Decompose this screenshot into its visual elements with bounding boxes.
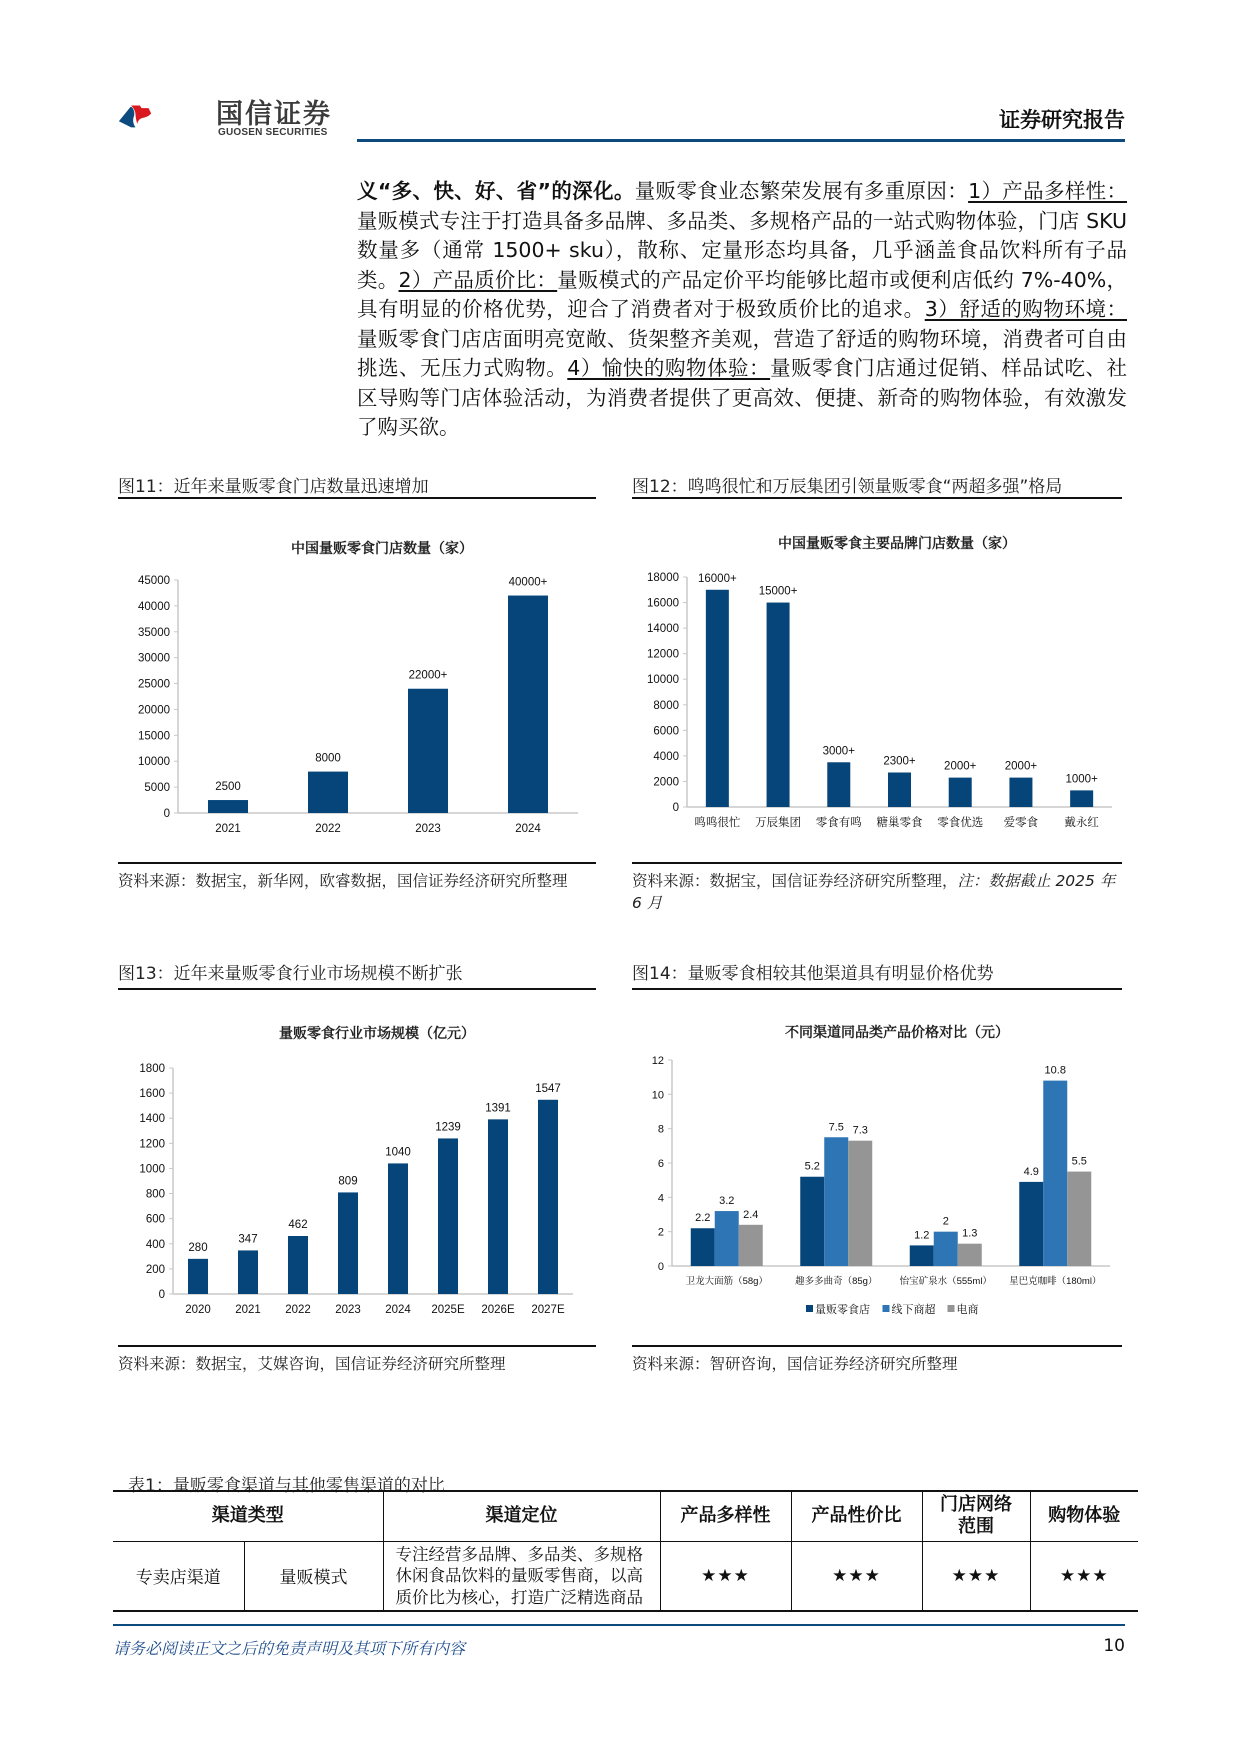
- cell-channel: 专卖店渠道: [113, 1541, 244, 1611]
- svg-text:2024: 2024: [385, 1304, 411, 1316]
- header-divider: [357, 139, 1125, 142]
- svg-text:35000: 35000: [138, 626, 170, 639]
- th-variety: 产品多样性: [660, 1491, 791, 1541]
- svg-text:4.9: 4.9: [1023, 1165, 1039, 1178]
- svg-text:14000: 14000: [647, 623, 679, 636]
- fig12-chart: [632, 560, 1122, 840]
- svg-text:15000: 15000: [138, 730, 170, 743]
- fig11-chart-title: 中国量贩零食门店数量（家）: [291, 541, 473, 557]
- svg-text:12: 12: [651, 1055, 664, 1067]
- fig12-bottom-rule: [632, 862, 1122, 864]
- fig13-chart-title: 量贩零食行业市场规模（亿元）: [279, 1026, 475, 1042]
- svg-text:8: 8: [657, 1123, 664, 1136]
- svg-text:1239: 1239: [435, 1121, 461, 1134]
- svg-text:25000: 25000: [138, 678, 170, 691]
- svg-text:量贩零食店: 量贩零食店: [815, 1304, 870, 1316]
- svg-text:200: 200: [145, 1263, 165, 1276]
- svg-text:星巴克咖啡（180ml）: 星巴克咖啡（180ml）: [1009, 1276, 1102, 1287]
- para-text: 量贩零食门店店面明亮宽敞、货架整齐美观，营造了舒适的购物环境，消费者可自由挑选、无压力式购物。: [357, 326, 1127, 380]
- svg-text:10000: 10000: [647, 674, 679, 687]
- cell-value-rating: ★★★: [791, 1541, 922, 1611]
- svg-text:3.2: 3.2: [719, 1195, 735, 1208]
- svg-text:2: 2: [657, 1226, 664, 1239]
- svg-text:4: 4: [657, 1192, 664, 1205]
- fig12-chart-title: 中国量贩零食主要品牌门店数量（家）: [778, 536, 1016, 552]
- th-network: [922, 1491, 1030, 1541]
- svg-text:2020: 2020: [185, 1304, 211, 1316]
- body-paragraph: [357, 177, 1127, 443]
- cell-experience-rating: ★★★: [1030, 1541, 1138, 1611]
- svg-text:45000: 45000: [138, 575, 170, 587]
- svg-text:2023: 2023: [335, 1304, 361, 1316]
- svg-text:6: 6: [657, 1158, 664, 1170]
- svg-text:2025E: 2025E: [431, 1304, 465, 1316]
- svg-text:2.2: 2.2: [695, 1212, 711, 1225]
- svg-text:800: 800: [145, 1188, 165, 1201]
- comparison-table: [113, 1490, 1138, 1612]
- guosen-logo-icon: [118, 88, 214, 144]
- fig14-chart: [632, 1045, 1122, 1330]
- th-experience: 购物体验: [1030, 1491, 1138, 1541]
- svg-text:2000: 2000: [653, 776, 679, 789]
- fig12-top-rule: [632, 497, 1122, 499]
- fig14-top-rule: [632, 988, 1122, 990]
- svg-text:600: 600: [145, 1213, 165, 1226]
- svg-text:2021: 2021: [235, 1304, 261, 1316]
- svg-text:鸣鸣很忙: 鸣鸣很忙: [694, 817, 741, 829]
- svg-text:15000+: 15000+: [758, 585, 798, 598]
- svg-text:0: 0: [158, 1289, 165, 1301]
- para-point-2: 2）产品质价比：: [398, 267, 558, 292]
- para-point-4: 4）愉快的购物体验：: [567, 356, 771, 380]
- svg-text:1400: 1400: [139, 1113, 165, 1126]
- svg-text:2.4: 2.4: [743, 1208, 759, 1221]
- svg-text:1040: 1040: [385, 1146, 411, 1159]
- fig13-chart: [118, 1050, 596, 1330]
- svg-text:万辰集团: 万辰集团: [755, 817, 802, 829]
- fig11-top-rule: [118, 497, 596, 499]
- svg-text:0: 0: [657, 1261, 664, 1273]
- fig13-top-rule: [118, 988, 596, 990]
- th-network-l1: 门店网络: [940, 1494, 1012, 1516]
- th-network-l2: 范围: [958, 1516, 994, 1538]
- svg-text:809: 809: [338, 1175, 358, 1188]
- svg-text:8000: 8000: [315, 752, 341, 765]
- table-header-row: [113, 1491, 1138, 1541]
- para-text: 量贩零食业态繁荣发展有多重原因：: [634, 179, 969, 203]
- svg-text:2500: 2500: [215, 781, 241, 794]
- fig12-source-note: 注：数据截止 2025 年 6 月: [632, 872, 1116, 912]
- th-value: 产品性价比: [791, 1491, 922, 1541]
- fig12-source-text: 资料来源：数据宝，国信证券经济研究所整理，: [632, 872, 958, 890]
- svg-text:30000: 30000: [138, 652, 170, 665]
- logo-en-text: GUOSEN SECURITIES: [218, 127, 328, 138]
- svg-text:卫龙大面筋（58g）: 卫龙大面筋（58g）: [685, 1276, 768, 1287]
- svg-text:1.3: 1.3: [962, 1227, 978, 1240]
- page-number: 10: [1103, 1636, 1125, 1656]
- svg-text:趣多多曲奇（85g）: 趣多多曲奇（85g）: [795, 1276, 878, 1287]
- fig14-chart-title: 不同渠道同品类产品价格对比（元）: [785, 1025, 1009, 1041]
- report-type-title: 证券研究报告: [999, 108, 1125, 132]
- svg-text:5000: 5000: [144, 782, 170, 795]
- fig12-caption: 图12：鸣鸣很忙和万辰集团引领量贩零食“两超多强”格局: [632, 477, 1063, 497]
- svg-text:3000+: 3000+: [822, 745, 855, 758]
- svg-text:2022: 2022: [315, 823, 341, 835]
- svg-text:22000+: 22000+: [408, 669, 448, 682]
- svg-text:7.5: 7.5: [828, 1121, 844, 1134]
- fig14-bottom-rule: [632, 1345, 1122, 1347]
- svg-text:糖巢零食: 糖巢零食: [876, 817, 923, 829]
- para-bold-lead: 义“多、快、好、省”的深化。: [357, 179, 635, 203]
- svg-text:8000: 8000: [653, 699, 679, 712]
- fig11-caption: 图11：近年来量贩零食门店数量迅速增加: [118, 477, 429, 497]
- svg-text:电商: 电商: [956, 1304, 979, 1316]
- svg-text:1600: 1600: [139, 1088, 165, 1101]
- svg-text:1547: 1547: [535, 1082, 561, 1095]
- svg-text:2300+: 2300+: [883, 755, 916, 768]
- svg-text:怡宝矿泉水（555ml）: 怡宝矿泉水（555ml）: [899, 1276, 992, 1287]
- svg-text:40000+: 40000+: [508, 576, 548, 589]
- para-point-3: 3）舒适的购物环境：: [924, 297, 1127, 321]
- svg-text:7.3: 7.3: [852, 1124, 868, 1137]
- svg-text:10.8: 10.8: [1044, 1064, 1066, 1077]
- fig11-chart: [118, 565, 596, 845]
- svg-text:1800: 1800: [139, 1063, 165, 1075]
- svg-text:1000: 1000: [139, 1163, 165, 1176]
- svg-text:5.2: 5.2: [804, 1160, 820, 1173]
- fig11-source: 资料来源：数据宝，新华网，欧睿数据，国信证券经济研究所整理: [118, 872, 568, 890]
- svg-text:16000+: 16000+: [698, 572, 737, 585]
- svg-text:5.5: 5.5: [1071, 1155, 1087, 1168]
- fig14-source: 资料来源：智研咨询，国信证券经济研究所整理: [632, 1355, 958, 1373]
- svg-text:2000+: 2000+: [944, 760, 977, 773]
- svg-text:2022: 2022: [285, 1304, 311, 1316]
- logo-cn-text: 国信证券: [216, 99, 332, 130]
- svg-text:1391: 1391: [485, 1102, 511, 1115]
- svg-text:10000: 10000: [138, 756, 170, 769]
- cell-mode: 量贩模式: [244, 1541, 383, 1611]
- fig12-source: [632, 870, 1127, 914]
- cell-variety-rating: ★★★: [660, 1541, 791, 1611]
- footer-divider: [113, 1624, 1125, 1626]
- th-channel-type: 渠道类型: [113, 1491, 383, 1541]
- svg-text:347: 347: [238, 1233, 258, 1246]
- para-text: 量贩模式专注于打造具备多品牌、多品类、多规格产品的一站式购物体验，门店 SKU 数量多（通常 1500+ sku），散称、定量形态均具备，几乎涵盖食品饮料所有子品类。: [357, 208, 1127, 292]
- fig13-source: 资料来源：数据宝，艾媒咨询，国信证券经济研究所整理: [118, 1355, 506, 1373]
- fig13-bottom-rule: [118, 1345, 596, 1347]
- svg-text:2021: 2021: [215, 823, 241, 835]
- svg-text:462: 462: [288, 1218, 308, 1231]
- svg-text:40000: 40000: [138, 600, 170, 613]
- svg-text:线下商超: 线下商超: [891, 1304, 936, 1316]
- fig14-caption: 图14：量贩零食相较其他渠道具有明显价格优势: [632, 964, 994, 984]
- svg-text:零食有鸣: 零食有鸣: [815, 817, 862, 829]
- svg-text:2: 2: [942, 1215, 949, 1228]
- svg-text:6000: 6000: [653, 725, 679, 738]
- table-row: [113, 1541, 1138, 1611]
- para-point-1: 1）产品多样性：: [968, 179, 1128, 203]
- th-positioning: 渠道定位: [383, 1491, 660, 1541]
- svg-text:1000+: 1000+: [1065, 773, 1098, 786]
- para-text: 量贩零食门店通过促销、样品试吃、社区导购等门店体验活动，为消费者提供了更高效、便捷、新奇的购物体验，有效激发了购买欲。: [357, 356, 1128, 439]
- svg-text:400: 400: [145, 1238, 165, 1251]
- svg-text:0: 0: [672, 802, 679, 814]
- cell-positioning: 专注经营多品牌、多品类、多规格休闲食品饮料的量贩零售商，以高质价比为核心，打造广泛精选商品: [383, 1541, 660, 1611]
- svg-text:16000: 16000: [647, 597, 679, 610]
- svg-text:1.2: 1.2: [914, 1229, 930, 1242]
- svg-text:零食优选: 零食优选: [937, 817, 984, 829]
- fig11-bottom-rule: [118, 862, 596, 864]
- table-caption: 表1：量贩零食渠道与其他零售渠道的对比: [128, 1476, 445, 1496]
- svg-text:戴永红: 戴永红: [1064, 817, 1099, 829]
- svg-text:2024: 2024: [515, 823, 541, 835]
- svg-text:12000: 12000: [647, 648, 679, 661]
- svg-text:4000: 4000: [653, 750, 679, 763]
- svg-text:0: 0: [163, 808, 170, 820]
- svg-text:2023: 2023: [415, 823, 441, 835]
- svg-text:280: 280: [188, 1241, 208, 1254]
- svg-text:2026E: 2026E: [481, 1304, 515, 1316]
- footer-disclaimer: 请务必阅读正文之后的免责声明及其项下所有内容: [113, 1639, 466, 1658]
- svg-text:2027E: 2027E: [531, 1304, 565, 1316]
- svg-text:20000: 20000: [138, 704, 170, 717]
- svg-text:2000+: 2000+: [1004, 760, 1038, 773]
- fig13-caption: 图13：近年来量贩零食行业市场规模不断扩张: [118, 964, 463, 984]
- svg-text:10: 10: [651, 1089, 664, 1102]
- cell-network-rating: ★★★: [922, 1541, 1030, 1611]
- svg-text:1200: 1200: [139, 1138, 165, 1151]
- para-text: 量贩模式的产品定价平均能够比超市或便利店低约 7%-40%，具有明显的价格优势，迎合了消费者对于极致质价比的追求。: [357, 267, 1128, 321]
- svg-text:爱零食: 爱零食: [1003, 817, 1039, 829]
- svg-text:18000: 18000: [647, 572, 679, 584]
